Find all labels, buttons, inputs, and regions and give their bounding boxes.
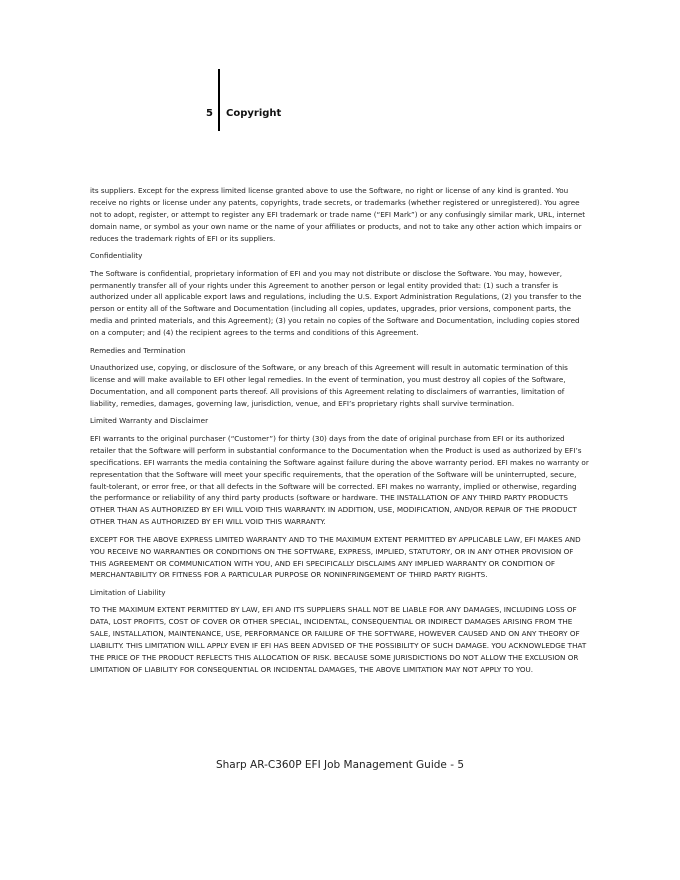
chapter-number: 5 [206, 108, 213, 119]
heading-liability: Limitation of Liability [90, 587, 166, 597]
paragraph-confidentiality: The Software is confidential, proprietary information of EFI and you may not distribute or disclose the Software. You may, however, permanently transfer all of your rights under this Agreement to another person or legal entity provided that: (1) such a transfer is authorized under all applicable export laws and regulations, including the U.S. Export Administration Regulations, (2) you transfer to the person or entity all of the Software and Documentation (including all copies, updates, upgrades, prior versions, component parts, the media and printed materials, and this Agreement); (3) you retain no copies of the Software and Documentation, including copies stored on a computer; and (4) the recipient agrees to the terms and conditions of this Agreement. [90, 268, 582, 338]
page-footer: Sharp AR-C360P EFI Job Management Guide - 5 [215, 759, 465, 771]
paragraph-warranty: EFI warrants to the original purchaser (“Customer”) for thirty (30) days from the date of original purchase from EFI or its authorized retailer that the Software will perform in substantial conformance to the Documentation when the Product is used as authorized by EFI’s specifications. EFI warrants the media containing the Software against failure during the above warranty period. EFI makes no warranty or representation that the Software will meet your specific requirements, that the operation of the Software will be uninterrupted, secure, fault-tolerant, or error free, or that all defects in the Software will be corrected. EFI makes no warranty, implied or otherwise, regarding the performance or reliability of any third party products (software or hardware. THE INSTALLATION OF ANY THIRD PARTY PRODUCTS OTHER THAN AS AUTHORIZED BY EFI WILL VOID THIS WARRANTY. IN ADDITION, USE, MODIFICATION, AND/OR REPAIR OF THE PRODUCT OTHER THAN AS AUTHORIZED BY EFI WILL VOID THIS WARRANTY. [90, 433, 589, 527]
paragraph-trademarks: its suppliers. Except for the express limited license granted above to use the Software, no right or license of any kind is granted. You receive no rights or license under any patents, copyrights, trade secrets, or trademarks (whether registered or unregistered). You agree not to adopt, register, or attempt to register any EFI trademark or trade name (“EFI Mark”) or any confusingly similar mark, URL, internet domain name, or symbol as your own name or the name of your affiliates or products, and not to take any other action which impairs or reduces the trademark rights of EFI or its suppliers. [90, 186, 586, 243]
paragraph-disclaimer: EXCEPT FOR THE ABOVE EXPRESS LIMITED WARRANTY AND TO THE MAXIMUM EXTENT PERMITTED BY APPLICABLE LAW, EFI MAKES AND YOU RECEIVE NO WARRANTIES OR CONDITIONS ON THE SOFTWARE, EXPRESS, IMPLIED, STATUTORY, OR IN ANY OTHER PROVISION OF THIS AGREEMENT OR COMMUNICATION WITH YOU, AND EFI SPECIFICALLY DISCLAIMS ANY IMPLIED WARRANTY OR CONDITION OF MERCHANTABILITY OR FITNESS FOR A PARTICULAR PURPOSE OR NONINFRINGEMENT OF THIRD PARTY RIGHTS. [90, 534, 581, 580]
chapter-title: Copyright [226, 108, 282, 119]
header-divider [218, 69, 220, 131]
paragraph-liability: TO THE MAXIMUM EXTENT PERMITTED BY LAW, EFI AND ITS SUPPLIERS SHALL NOT BE LIABLE FOR ANY DAMAGES, INCLUDING LOSS OF DATA, LOST PROFITS, COST OF COVER OR OTHER SPECIAL, INCIDENTAL, CONSEQUENTIAL OR INDIRECT DAMAGES ARISING FROM THE SALE, INSTALLATION, MAINTENANCE, USE, PERFORMANCE OR FAILURE OF THE SOFTWARE, HOWEVER CAUSED AND ON ANY THEORY OF LIABILITY. THIS LIMITATION WILL APPLY EVEN IF EFI HAS BEEN ADVISED OF THE POSSIBILITY OF SUCH DAMAGE. YOU ACKNOWLEDGE THAT THE PRICE OF THE PRODUCT REFLECTS THIS ALLOCATION OF RISK. BECAUSE SOME JURISDICTIONS DO NOT ALLOW THE EXCLUSION OR LIMITATION OF LIABILITY FOR CONSEQUENTIAL OR INCIDENTAL DAMAGES, THE ABOVE LIMITATION MAY NOT APPLY TO YOU. [90, 605, 587, 674]
paragraph-remedies: Unauthorized use, copying, or disclosure of the Software, or any breach of this Agreement will result in automatic termination of this license and will make available to EFI other legal remedies. In the event of termination, you must destroy all copies of the Software, Documentation, and all component parts thereof. All provisions of this Agreement relating to disclaimers of warranties, limitation of liability, remedies, damages, governing law, jurisdiction, venue, and EFI’s proprietary rights shall survive termination. [90, 363, 568, 408]
heading-remedies: Remedies and Termination [90, 345, 186, 355]
heading-warranty: Limited Warranty and Disclaimer [90, 416, 209, 426]
license-body [90, 185, 590, 681]
heading-confidentiality: Confidentiality [90, 251, 143, 261]
